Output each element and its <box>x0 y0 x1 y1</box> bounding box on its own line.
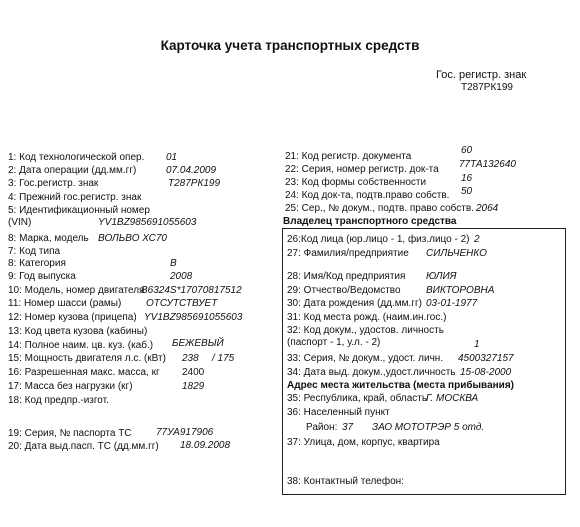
field-17-label: 17: Масса без нагрузки (кг) <box>8 381 133 392</box>
field-9-value: 2008 <box>170 271 193 282</box>
field-2-label: 2: Дата операции (дд.мм.гг) <box>8 165 137 176</box>
field-14-value: БЕЖЕВЫЙ <box>172 338 224 349</box>
field-7-label: 7: Код типа <box>8 246 61 257</box>
owner-heading: Владелец транспортного средства <box>283 216 457 227</box>
field-34-label: 34: Дата выд. докум.,удост.личность <box>287 367 456 378</box>
field-21-value: 60 <box>461 145 473 156</box>
field-25-label: 25: Сер., № докум., подтв. право собств. <box>285 203 474 214</box>
field-28-value: ЮЛИЯ <box>426 271 457 282</box>
field-3-label: 3: Гос.регистр. знак <box>8 178 99 189</box>
field-15-value-hp: 238 <box>182 353 199 364</box>
field-4-label: 4: Прежний гос.регистр. знак <box>8 192 142 203</box>
field-14-label: 14: Полное наим. цв. куз. (каб.) <box>8 340 154 351</box>
field-32-label-2: (паспорт - 1, у.л. - 2) <box>287 337 381 348</box>
reg-plate-label: Гос. регистр. знак <box>436 69 527 81</box>
field-12-label: 12: Номер кузова (прицепа) <box>8 312 137 323</box>
field-37-label: 37: Улица, дом, корпус, квартира <box>287 437 440 448</box>
field-32-value: 1 <box>474 339 480 350</box>
field-16-label: 16: Разрешенная макс. масса, кг <box>8 367 160 378</box>
field-8-make-value: ВОЛЬВО ХС70 <box>98 233 167 244</box>
field-17-value: 1829 <box>182 381 205 392</box>
field-19-label: 19: Серия, № паспорта ТС <box>8 428 132 439</box>
field-11-label: 11: Номер шасси (рамы) <box>8 298 122 309</box>
field-27-label: 27: Фамилия/предприятие <box>287 248 409 259</box>
field-15-label: 15: Мощность двигателя л.с. (кВт) <box>8 353 166 364</box>
field-12-value: YV1BZ985691055603 <box>144 312 243 323</box>
district-code: 37 <box>342 422 354 433</box>
reg-plate-value: Т287РК199 <box>461 82 513 93</box>
district-label: Район: <box>306 422 338 433</box>
field-15-value-kw: / 175 <box>212 353 235 364</box>
field-34-value: 15-08-2000 <box>460 367 512 378</box>
address-heading: Адрес места жительства (места прибывания) <box>287 380 514 391</box>
field-5-label: 5: Идентификационный номер <box>8 205 150 216</box>
field-36-label: 36: Населенный пункт <box>287 407 390 418</box>
field-2-value: 07.04.2009 <box>166 165 217 176</box>
field-20-label: 20: Дата выд.пасп. ТС (дд.мм.гг) <box>8 441 159 452</box>
field-25-value: 2064 <box>476 203 499 214</box>
field-29-label: 29: Отчество/Ведомство <box>287 285 401 296</box>
field-30-label: 30: Дата рождения (дд.мм.гг) <box>287 298 422 309</box>
field-22-label: 22: Серия, номер регистр. док-та <box>285 164 439 175</box>
field-5-value: YV1BZ985691055603 <box>98 217 197 228</box>
field-3-value: Т287РК199 <box>168 178 221 189</box>
field-23-value: 16 <box>461 173 473 184</box>
field-16-value: 2400 <box>182 367 205 378</box>
field-20-value: 18.09.2008 <box>180 440 231 451</box>
field-26-label: 26:Код лица (юр.лицо - 1, физ.лицо - 2) <box>287 234 470 245</box>
field-10-label: 10: Модель, номер двигателя <box>8 285 145 296</box>
field-28-label: 28: Имя/Код предприятия <box>287 271 406 282</box>
field-1-label: 1: Код технологической опер. <box>8 152 145 163</box>
field-1-value: 01 <box>166 152 178 163</box>
field-33-value: 4500327157 <box>458 353 514 364</box>
field-8-category-label: 8: Категория <box>8 258 66 269</box>
field-30-value: 03-01-1977 <box>426 298 478 309</box>
field-10-value: В6324S*17070817512 <box>141 285 242 296</box>
field-8-make-label: 8: Марка, модель <box>8 233 89 244</box>
field-35-value: Г. МОСКВА <box>426 393 479 404</box>
field-31-label: 31: Код места рожд. (наим.ин.гос.) <box>287 312 447 323</box>
field-23-label: 23: Код формы собственности <box>285 177 427 188</box>
field-35-label: 35: Республика, край, область <box>287 393 428 404</box>
field-11-value: ОТСУТСТВУЕТ <box>146 298 218 309</box>
field-24-label: 24: Код док-та, подтв.право собств. <box>285 190 450 201</box>
field-38-label: 38: Контактный телефон: <box>287 476 404 487</box>
field-33-label: 33: Серия, № докум., удост. личн. <box>287 353 444 364</box>
field-21-label: 21: Код регистр. документа <box>285 151 412 162</box>
field-8-category-value: В <box>170 258 177 269</box>
field-5-label-vin: (VIN) <box>8 217 32 228</box>
district-value: ЗАО МОТОТРЭР 5 отд. <box>372 422 485 433</box>
field-24-value: 50 <box>461 186 473 197</box>
page-title: Карточка учета транспортных средств <box>160 38 420 53</box>
field-27-value: СИЛЬЧЕНКО <box>426 248 487 259</box>
field-9-label: 9: Год выпуска <box>8 271 76 282</box>
field-32-label: 32: Код докум., удостов. личность <box>287 325 444 336</box>
field-19-value: 77УА917906 <box>156 427 214 438</box>
field-18-label: 18: Код предпр.-изгот. <box>8 395 109 406</box>
field-22-value: 77ТА132640 <box>459 159 516 170</box>
field-26-value: 2 <box>474 234 480 245</box>
field-29-value: ВИКТОРОВНА <box>426 285 495 296</box>
field-13-label: 13: Код цвета кузова (кабины) <box>8 326 148 337</box>
